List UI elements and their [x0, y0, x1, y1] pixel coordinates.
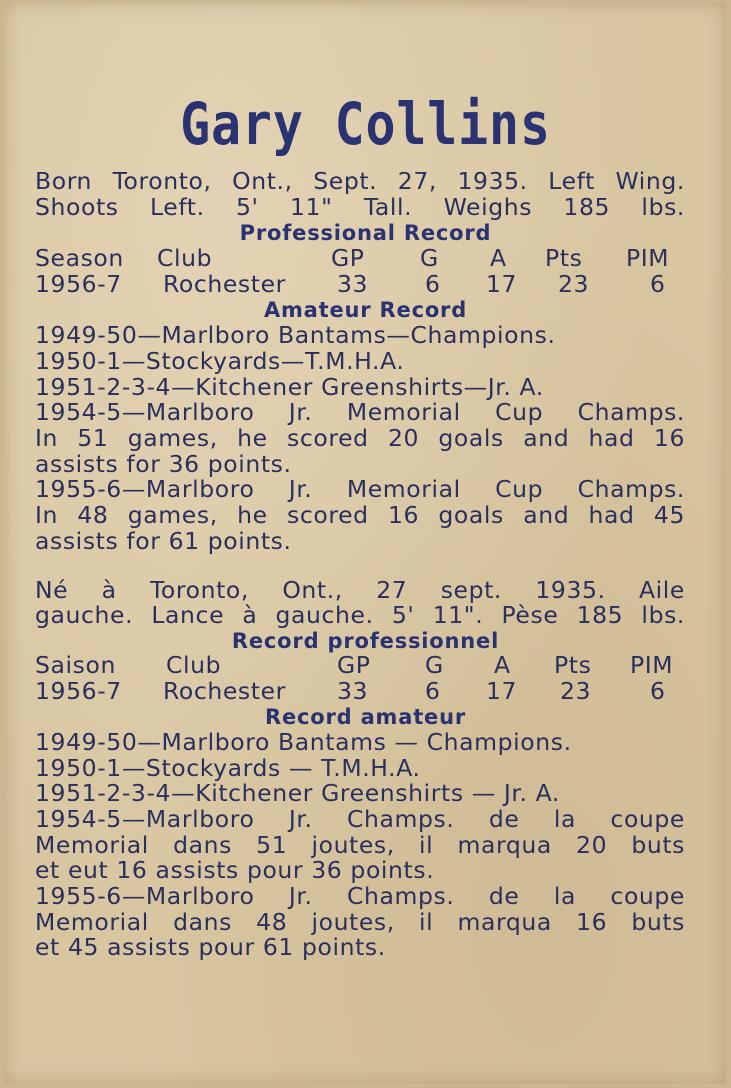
col-club: Club — [157, 244, 213, 272]
cell-club: Rochester — [163, 270, 286, 298]
amateur-line: 1955-6—Marlboro Jr. Memorial Cup Champs. — [35, 475, 685, 503]
amateur-fr-line: et 45 assists pour 61 points. — [35, 933, 386, 961]
professional-record-fr-heading: Record professionnel — [231, 629, 500, 653]
cell-a: 17 — [486, 270, 518, 298]
bio-fr-line-2: gauche. Lance à gauche. 5' 11". Pèse 185 lbs. — [35, 601, 685, 629]
amateur-line: In 48 games, he scored 16 goals and had 45 — [35, 501, 685, 529]
bio-line-2: Shoots Left. 5' 11" Tall. Weighs 185 lbs. — [35, 193, 685, 221]
col-pim: PIM — [630, 651, 674, 679]
amateur-fr-line: et eut 16 assists pour 36 points. — [35, 856, 435, 884]
amateur-line: assists for 36 points. — [35, 450, 292, 478]
amateur-line: In 51 games, he scored 20 goals and had 16 — [35, 424, 685, 452]
col-club: Club — [166, 651, 222, 679]
col-g: G — [425, 651, 444, 679]
amateur-line: 1950-1—Stockyards—T.M.H.A. — [35, 347, 405, 375]
amateur-line: 1954-5—Marlboro Jr. Memorial Cup Champs. — [35, 398, 685, 426]
col-pts: Pts — [545, 244, 583, 272]
col-a: A — [490, 244, 507, 272]
pro-fr-table-header — [0, 652, 731, 678]
cell-pim: 6 — [650, 270, 666, 298]
col-pim: PIM — [626, 244, 670, 272]
amateur-line: 1951-2-3-4—Kitchener Greenshirts—Jr. A. — [35, 373, 544, 401]
col-gp: GP — [337, 651, 371, 679]
cell-season: 1956-7 — [35, 270, 122, 298]
pro-table-header — [0, 245, 731, 271]
col-g: G — [420, 244, 439, 272]
amateur-fr-line: Memorial dans 48 joutes, il marqua 16 buts — [35, 908, 685, 936]
cell-g: 6 — [425, 677, 441, 705]
cell-pts: 23 — [560, 677, 592, 705]
amateur-line: assists for 61 points. — [35, 527, 292, 555]
amateur-fr-line: 1949-50—Marlboro Bantams — Champions. — [35, 728, 572, 756]
col-saison: Saison — [35, 651, 116, 679]
col-a: A — [494, 651, 511, 679]
amateur-fr-line: 1955-6—Marlboro Jr. Champs. de la coupe — [35, 882, 685, 910]
amateur-line: 1949-50—Marlboro Bantams—Champions. — [35, 321, 556, 349]
cell-saison: 1956-7 — [35, 677, 122, 705]
cell-a: 17 — [486, 677, 518, 705]
amateur-fr-line: 1954-5—Marlboro Jr. Champs. de la coupe — [35, 805, 685, 833]
col-season: Season — [35, 244, 124, 272]
cell-pim: 6 — [650, 677, 666, 705]
amateur-record-heading: Amateur Record — [263, 298, 468, 322]
cell-gp: 33 — [337, 677, 369, 705]
amateur-fr-line: 1950-1—Stockyards — T.M.H.A. — [35, 754, 421, 782]
col-gp: GP — [331, 244, 365, 272]
cell-g: 6 — [425, 270, 441, 298]
professional-record-heading: Professional Record — [239, 221, 492, 245]
cell-gp: 33 — [337, 270, 369, 298]
player-name: Gary Collins — [180, 90, 551, 158]
amateur-record-fr-heading: Record amateur — [265, 705, 466, 729]
bio-fr-line-1: Né à Toronto, Ont., 27 sept. 1935. Aile — [35, 576, 685, 604]
cell-club: Rochester — [163, 677, 286, 705]
col-pts: Pts — [554, 651, 592, 679]
amateur-fr-line: Memorial dans 51 joutes, il marqua 20 buts — [35, 831, 685, 859]
pro-fr-table-row — [0, 678, 731, 704]
cell-pts: 23 — [558, 270, 590, 298]
bio-line-1: Born Toronto, Ont., Sept. 27, 1935. Left Wing. — [35, 167, 685, 195]
pro-table-row — [0, 271, 731, 297]
amateur-fr-line: 1951-2-3-4—Kitchener Greenshirts — Jr. A. — [35, 779, 561, 807]
